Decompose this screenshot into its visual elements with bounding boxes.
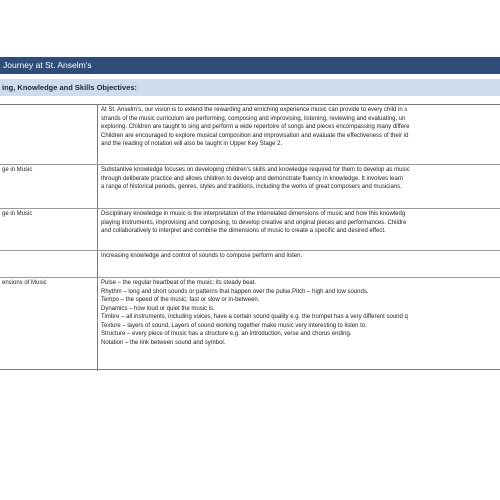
row-label: ge in Music [0,209,98,250]
table-row [0,251,500,278]
document-title: Journey at St. Anselm’s [3,60,92,70]
row-label: ge in Music [0,165,98,208]
table-row [0,165,500,209]
section-heading-bar [0,79,500,96]
objectives-table [0,104,500,370]
row-label: ensions of Music [0,278,98,371]
document-title-bar [0,57,500,74]
row-content: Increasing knowledge and control of sounds to compose perform and listen. [101,253,303,259]
row-label [0,251,98,277]
row-content: Pulse – the regular heartbeat of the music; its steady beat. Rhythm – long and short sounds or patterns that happen over the pulse.Pitch – high and low sounds. Tempo – the speed of the music; fast or slow or in-between. Dynamics – how loud or quiet the music is. Timbre – all instruments, including voices, have a certain sound quality e.g. the trumpet has a very different sound q Texture – layers of sound. Layers of sound working together make music very interesting to listen to. Structure – every piece of music has a structure e.g. an introduction, verse and chorus ending. Notation – the link between sound and symbol. [101,280,408,346]
row-content: Disciplinary knowledge in music is the interpretation of the interrelated dimensions of music and how this knowledg playing instruments, improvising and composing, to develop creative and original pieces and performances. Childre and collaboratively to interpret and combine the dimensions of music to create a specific and desired effect. [101,211,407,234]
table-row [0,209,500,251]
table-row [0,278,500,371]
table-row [0,105,500,165]
row-label [0,105,98,164]
row-content: Substantive knowledge focuses on developing children’s skills and knowledge required for them to develop as music through deliberate practice and allows children to develop and demonstrate fluency in knowledge. It involves learn a range of historical periods, genres, styles and traditions, including the works of great composers and musicians. [101,167,410,190]
section-heading: ing, Knowledge and Skills Objectives: [2,83,138,92]
row-content: At St. Anselm’s, our vision is to extend the rewarding and enriching experience music can provide to every child in s strands of the music curriculum are performing, composing and improvising, listening, reviewing and evaluating, un exploring. Children are taught to sing and perform a wide repertoire of songs and pieces encompassing many differe Children are encouraged to explore musical composition and improvisation and evaluate the effectiveness of their id and the reading of notation will also be taught in Upper Key Stage 2. [101,107,410,147]
